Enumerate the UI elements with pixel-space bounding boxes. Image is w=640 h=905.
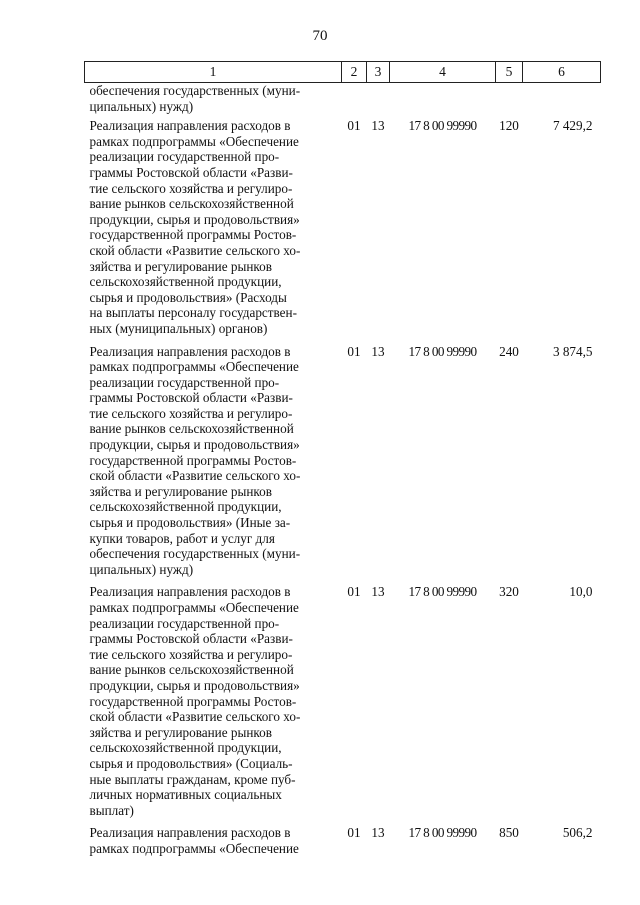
description-line: государственной программы Ростов- (89, 227, 297, 243)
description-line: ципальных) нужд) (89, 561, 194, 577)
description-line: личных нормативных социальных (89, 787, 282, 803)
pr-code: 13 (371, 343, 385, 359)
description-line: ской области «Развитие сельского хо- (89, 468, 301, 484)
description-line: сельскохозяйственной продукции, (89, 499, 282, 515)
table-row-continuation (85, 83, 601, 115)
description-line: сырья и продовольствия» (Иные за- (89, 515, 291, 531)
description-line: ской области «Развитие сельского хо- (89, 709, 301, 725)
rz-code: 01 (347, 584, 361, 600)
description-line: граммы Ростовской области «Разви- (89, 631, 293, 647)
pr-code: 13 (371, 584, 385, 600)
vr-code: 240 (499, 343, 519, 359)
description-line: реализации государственной про- (89, 615, 280, 631)
description-line: рамках подпрограммы «Обеспечение (89, 840, 299, 856)
header-col-4: 4 (390, 62, 496, 83)
description-line: зяйства и регулирование рынков (89, 724, 272, 740)
description-line: сельскохозяйственной продукции, (89, 274, 282, 290)
header-col-2: 2 (342, 62, 367, 83)
csr-code: 17 8 00 99990 (408, 825, 477, 841)
vr-code: 320 (499, 584, 519, 600)
description-line: граммы Ростовской области «Разви- (89, 164, 293, 180)
description-line: государственной программы Ростов- (89, 452, 297, 468)
table-row (85, 114, 601, 339)
description-line: зяйства и регулирование рынков (89, 258, 272, 274)
amount: 3 874,5 (552, 343, 593, 359)
description-line: Реализация направления расходов в (89, 118, 291, 134)
pr-code: 13 (371, 118, 385, 134)
row-description (85, 580, 342, 821)
header-col-1: 1 (85, 62, 342, 83)
table-row (85, 821, 601, 859)
description-line: реализации государственной про- (89, 149, 280, 165)
csr-code: 17 8 00 99990 (408, 343, 477, 359)
description-line: ные выплаты гражданам, кроме пуб- (89, 771, 296, 787)
description-line: продукции, сырья и продовольствия» (89, 437, 300, 453)
table-row (85, 580, 601, 821)
description-line: обеспечения государственных (муни- (89, 546, 301, 562)
description-line: государственной программы Ростов- (89, 693, 297, 709)
description-line: на выплаты персоналу государствен- (89, 305, 297, 321)
description-line: рамках подпрограммы «Обеспечение (89, 359, 299, 375)
row-description (85, 114, 342, 339)
table-row (85, 340, 601, 581)
description-line: тие сельского хозяйства и регулиро- (89, 405, 293, 421)
description-line: граммы Ростовской области «Разви- (89, 390, 293, 406)
description-line: тие сельского хозяйства и регулиро- (89, 180, 293, 196)
description-line: продукции, сырья и продовольствия» (89, 677, 300, 693)
header-col-3: 3 (367, 62, 390, 83)
rz-code: 01 (347, 825, 361, 841)
description-line: выплат) (89, 802, 134, 818)
description-line: вание рынков сельскохозяйственной (89, 196, 294, 212)
table-header (85, 62, 601, 83)
description-line: сырья и продовольствия» (Социаль- (89, 755, 293, 771)
header-row (85, 62, 601, 83)
description-line: Реализация направления расходов в (89, 825, 291, 841)
rz-code: 01 (347, 343, 361, 359)
amount: 506,2 (562, 825, 593, 841)
page-number: 70 (312, 28, 328, 44)
description-line: купки товаров, работ и услуг для (89, 530, 275, 546)
description-line: сырья и продовольствия» (Расходы (89, 289, 287, 305)
description-line: ных (муниципальных) органов) (89, 320, 268, 336)
description-line: Реализация направления расходов в (89, 343, 291, 359)
description-line: тие сельского хозяйства и регулиро- (89, 646, 293, 662)
row-description (85, 821, 342, 859)
row-description (85, 340, 342, 581)
budget-table (84, 61, 601, 860)
csr-code: 17 8 00 99990 (408, 118, 477, 134)
description-line: зяйства и регулирование рынков (89, 483, 272, 499)
header-col-6: 6 (523, 62, 601, 83)
pr-code: 13 (371, 825, 385, 841)
row-description (85, 83, 342, 115)
description-line: обеспечения государственных (муни- (89, 83, 301, 98)
amount: 7 429,2 (552, 118, 593, 134)
description-line: ципальных) нужд) (89, 98, 194, 114)
description-line: сельскохозяйственной продукции, (89, 740, 282, 756)
description-line: вание рынков сельскохозяйственной (89, 662, 294, 678)
amount: 10,0 (569, 584, 593, 600)
vr-code: 850 (499, 825, 519, 841)
csr-code: 17 8 00 99990 (408, 584, 477, 600)
description-line: Реализация направления расходов в (89, 584, 291, 600)
description-line: рамках подпрограммы «Обеспечение (89, 600, 299, 615)
rz-code: 01 (347, 118, 361, 134)
description-line: продукции, сырья и продовольствия» (89, 211, 300, 227)
table-body (85, 83, 601, 860)
vr-code: 120 (499, 118, 519, 134)
header-col-5: 5 (496, 62, 523, 83)
description-line: реализации государственной про- (89, 374, 280, 390)
description-line: вание рынков сельскохозяйственной (89, 421, 294, 437)
description-line: рамках подпрограммы «Обеспечение (89, 133, 299, 149)
description-line: ской области «Развитие сельского хо- (89, 242, 301, 258)
